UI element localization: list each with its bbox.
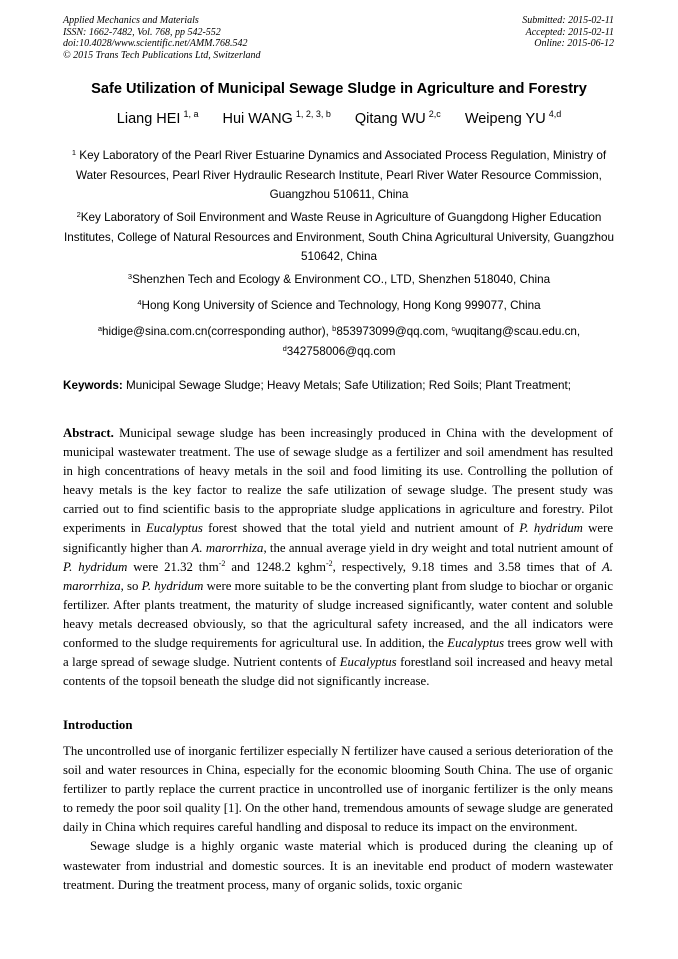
- author: Qitang WU $^{2,c}$: [354, 109, 441, 127]
- issn: ISSN: 1662-7482, Vol. 768, pp 542-552: [63, 26, 221, 38]
- submitted-date: Submitted: 2015-02-11: [522, 15, 614, 26]
- affiliation-1: $^1$ Key Laboratory of the Pearl River Estuarine Dynamics and Associated Process Regulation, Ministry of Water Resources, Pearl River Hydraulic Research Institute, Pearl River Water Resource Commission, Guangzhou 510611, China: [71, 148, 607, 201]
- section-heading: Introduction: [63, 718, 133, 732]
- keywords: Keywords: Municipal Sewage Sludge; Heavy Metals; Safe Utilization; Red Soils; Plant Treatment;: [63, 379, 572, 392]
- author: Weipeng YU $^{4,d}$: [464, 109, 562, 127]
- accepted-date: Accepted: 2015-02-11: [525, 26, 614, 38]
- journal-name: Applied Mechanics and Materials: [63, 15, 199, 26]
- doi: doi:10.4028/www.scientific.net/AMM.768.542: [63, 38, 248, 49]
- affiliation-4: $^4$Hong Kong University of Science and Technology, Hong Kong 999077, China: [137, 298, 541, 312]
- introduction-body: [63, 742, 613, 895]
- online-date: Online: 2015-06-12: [534, 38, 614, 49]
- author: Hui WANG $^{1, 2, 3, b}$: [222, 109, 331, 127]
- author-list: [0, 111, 678, 127]
- paragraph: Sewage sludge is a highly organic waste material which is produced during the cleaning up of wastewater from industrial and domestic sources. It is an inevitable end product of modern wastewater treatment. During the treatment process, many of organic solids, toxic organic: [63, 839, 613, 892]
- copyright: © 2015 Trans Tech Publications Ltd, Switzerland: [63, 49, 261, 61]
- abstract: Abstract. Municipal sewage sludge has been increasingly produced in China with the development of municipal wastewater treatment. The use of sewage sludge as a fertilizer and soil amendment has resulted in high concentrations of heavy metals in the soil and food limiting its use. Controlling the pollution of heavy metals is the key factor to realize the safe utilization of sewage sludge. The present study was carried out to find scientific basis to the appropriate sludge applications in agriculture and forestry. Pilot experiments in Eucalyptus forest showed that the total yield and nutrient amount of P. hydridum were significantly higher than A. marorrhiza, the annual average yield in dry weight and total nutrient amount of P. hydridum were 21.32 thm$^{-2}$ and 1248.2 kghm$^{-2}$, respectively, 9.18 times and 3.58 times that of A. marorrhiza, so P. hydridum were more suitable to be the converting plant from sludge to biochar or organic fertilizer. After plants treatment, the maturity of sludge increased significantly, water content and soluble heavy metals decreased obviously, so that the agricultural safety increased, and the all indicators were conformed to the sludge requirements for agricultural use. In addition, the Eucalyptus trees grow well with a large spread of sewage sludge. Nutrient contents of Eucalyptus forestland soil increased and heavy metal contents of the topsoil beneath the sludge did not significantly increase.: [63, 426, 614, 689]
- paper-title: Safe Utilization of Municipal Sewage Sludge in Agriculture and Forestry: [91, 81, 587, 97]
- journal-info: [63, 15, 261, 61]
- paragraph: The uncontrolled use of inorganic fertilizer especially N fertilizer have caused a serious deterioration of the soil and water resources in China, especially for the economic blooming South China. The use of organic fertilizer to partly replace the current practice in uncontrolled use of inorganic fertilizer is the only means to remedy the poor soil quality [1]. On the other hand, tremendous amounts of sewage sludge are generated daily in China which requires careful handling and disposal to reduce its impact on the environment.: [63, 744, 613, 835]
- affiliation-2: $^2$Key Laboratory of Soil Environment and Waste Reuse in Agriculture of Guangdong Higher Education Institutes, College of Natural Resources and Environment, South China Agricultural University, Guangzhou 510642, China: [63, 210, 615, 263]
- author-emails: $^a$hidige@sina.com.cn(corresponding author), $^b$853973099@qq.com, $^c$wuqitang@scau.edu.cn, $^d$342758006@qq.com: [97, 324, 581, 358]
- affiliation-3: $^3$Shenzhen Tech and Ecology & Environment CO., LTD, Shenzhen 518040, China: [127, 272, 551, 286]
- author: Liang HEI $^{1, a}$: [116, 109, 199, 127]
- publication-dates: [522, 15, 614, 50]
